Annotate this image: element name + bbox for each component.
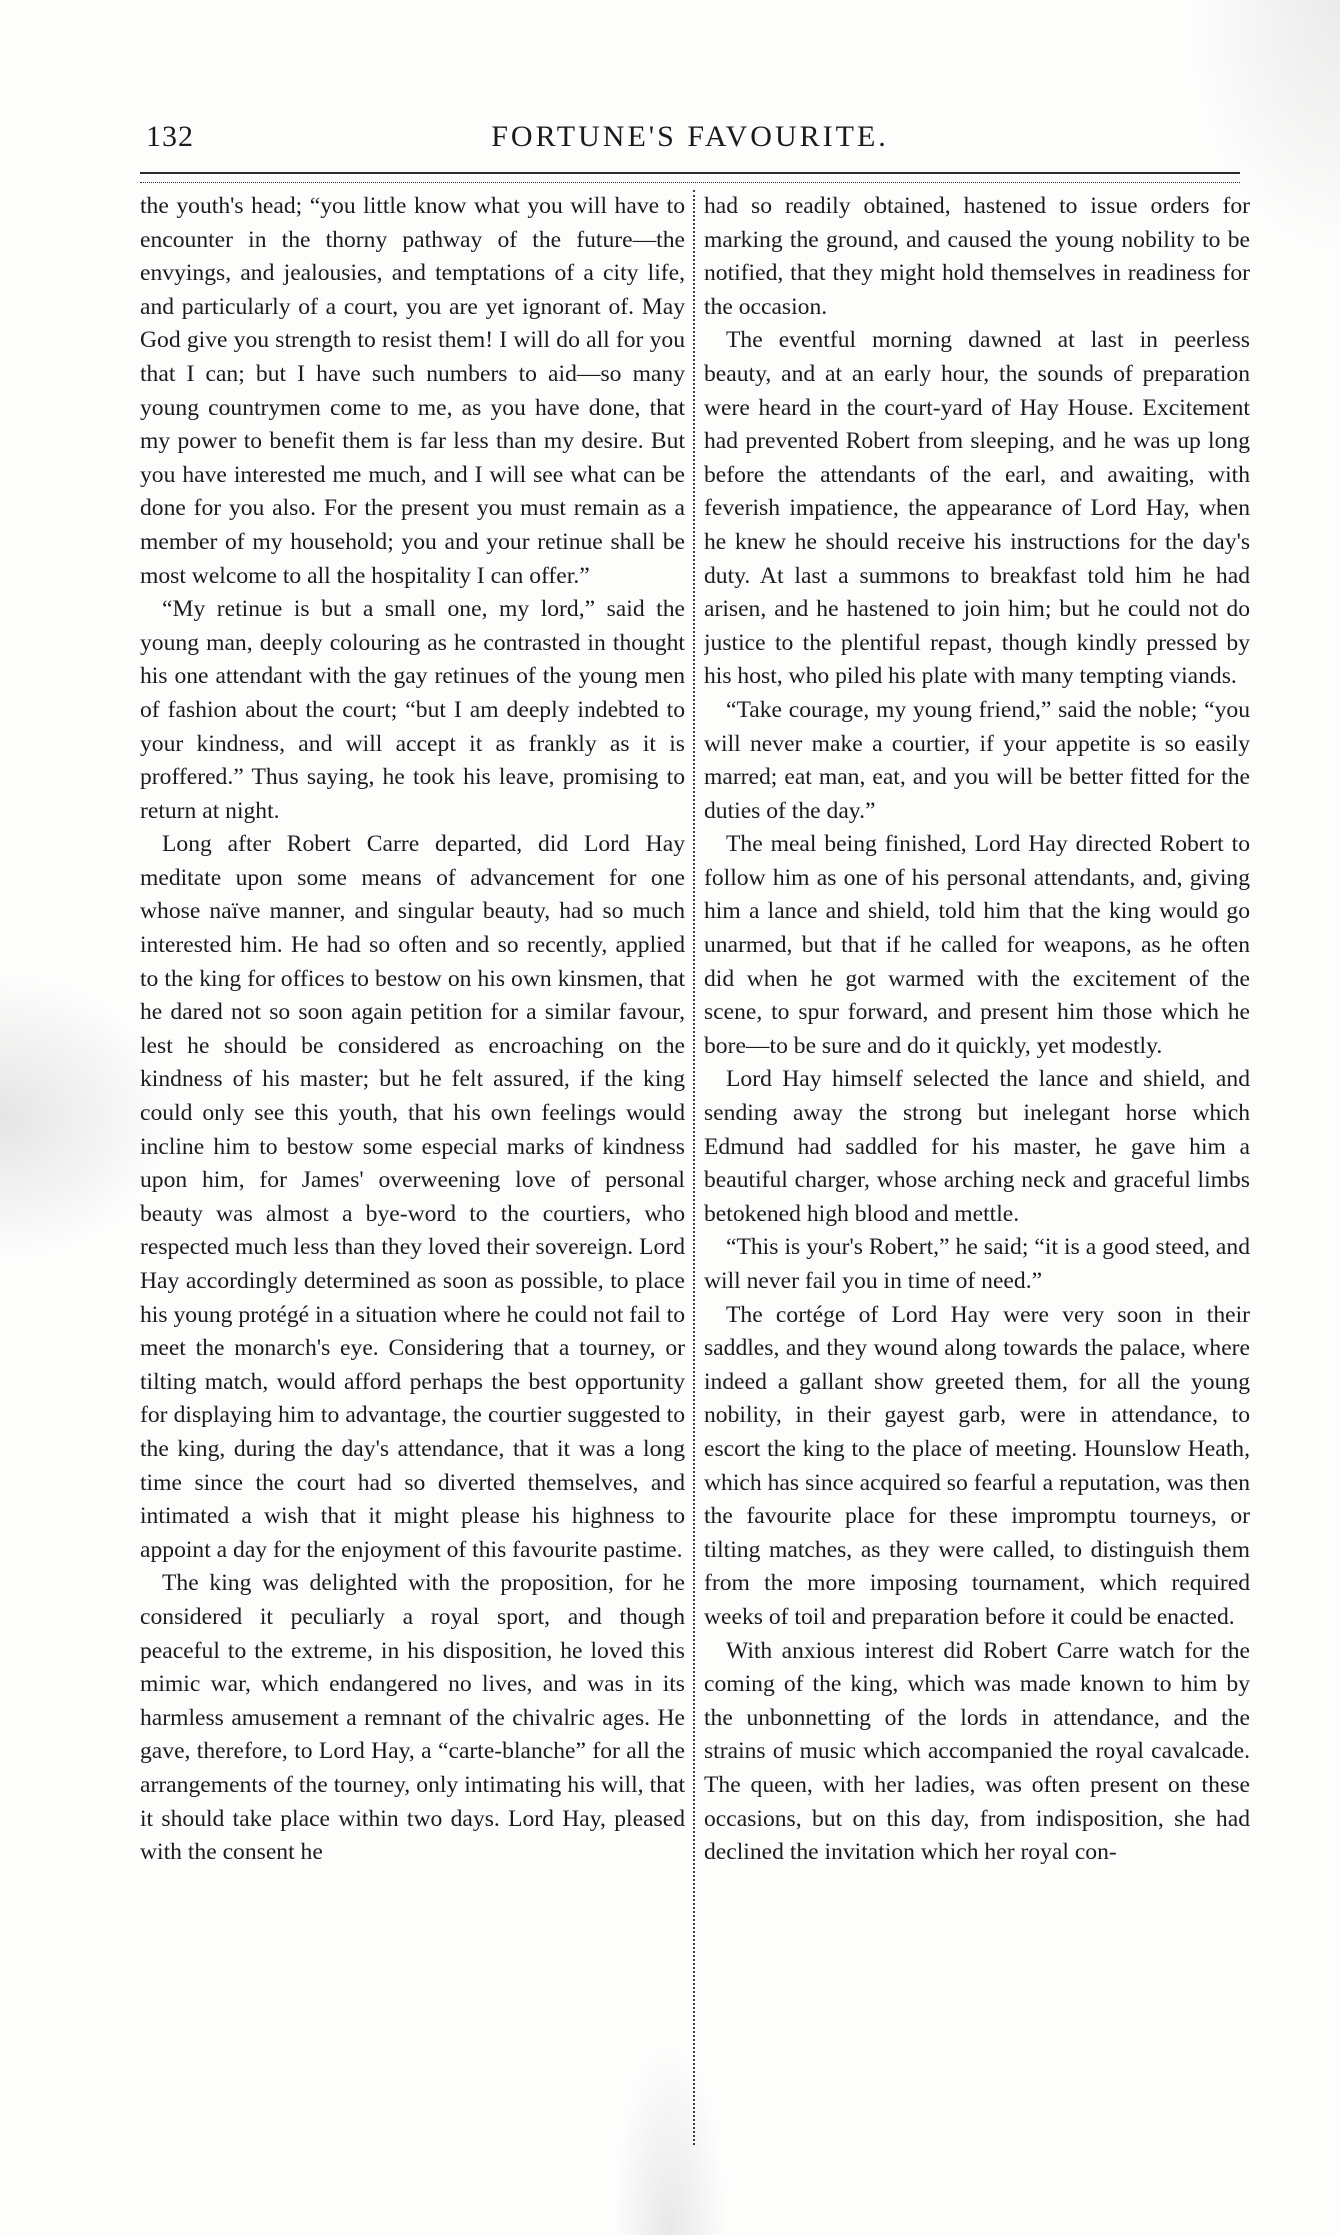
left-column <box>140 190 685 2170</box>
paragraph: The cortége of Lord Hay were very soon in their saddles, and they wound along towards the palace, where indeed a gallant show greeted them, for all the young nobility, in their gayest garb, were in attendance, to escort the king to the place of meeting. Hounslow Heath, which has since acquired so fearful a reputation, was then the favourite place for these impromptu tourneys, or tilting matches, as they were called, to distinguish them from the more imposing tournament, which required weeks of toil and preparation before it could be enacted. <box>704 1301 1250 1630</box>
page-number: 132 <box>146 120 194 153</box>
paragraph: With anxious interest did Robert Carre watch for the coming of the king, which was made known to him by the unbonnetting of the lords in attendance, and the strains of music which accompanied the royal cavalcade. The queen, with her ladies, was often present on these occasions, but on this day, from indisposition, she had declined the invitation which her royal con- <box>704 1637 1250 1866</box>
paragraph: “This is your's Robert,” he said; “it is a good steed, and will never fail you in time of need.” <box>704 1234 1250 1294</box>
paragraph: The eventful morning dawned at last in peerless beauty, and at an early hour, the sounds of preparation were heard in the court-yard of Hay House. Excitement had prevented Robert from sleeping, and he was up long before the attendants of the earl, and awaiting, with feverish impatience, the appearance of Lord Hay, when he knew he should receive his instructions for the day's duty. At last a summons to breakfast told him he had arisen, and he hastened to join him; but he could not do justice to the plentiful repast, though kindly pressed by his host, who piled his plate with many tempting viands. <box>704 327 1250 690</box>
running-title: FORTUNE'S FAVOURITE. <box>491 120 889 153</box>
column-divider <box>693 190 695 2145</box>
paragraph: The king was delighted with the proposition, for he considered it peculiarly a royal sport, and though peaceful to the extreme, in his disposition, he loved this mimic war, which endangered no lives, and was in its harmless amusement a remnant of the chivalric ages. He gave, therefore, to Lord Hay, a “carte-blanche” for all the arrangements of the tourney, only intimating his will, that it should take place within two days. Lord Hay, pleased with the consent he <box>140 1570 685 1866</box>
header-rule <box>140 172 1240 183</box>
paragraph: “My retinue is but a small one, my lord,” said the young man, deeply colouring as he contrasted in thought his one attendant with the gay retinues of the young men of fashion about the court; “but I am deeply indebted to your kindness, and will accept it as frankly as it is proffered.” Thus saying, he took his leave, promising to return at night. <box>140 596 685 824</box>
paragraph: Long after Robert Carre departed, did Lord Hay meditate upon some means of advancement for one whose naïve manner, and singular beauty, had so much interested him. He had so often and so recently, applied to the king for offices to bestow on his own kinsmen, that he dared not so soon again petition for a similar favour, lest he should be considered as encroaching on the kindness of his master; but he felt assured, if the king could only see this youth, that his own feelings would incline him to bestow some especial marks of kindness upon him, for James' overweening love of personal beauty was almost a bye-word to the courtiers, who respected much less than they loved their sovereign. Lord Hay accordingly determined as soon as possible, to place his young protégé in a situation where he could not fail to meet the monarch's eye. Considering that a tourney, or tilting match, would afford perhaps the best opportunity for displaying him to advantage, the courtier suggested to the king, during the day's attendance, that it was a long time since the court had so diverted themselves, and intimated a wish that it might please his highness to appoint a day for the enjoyment of this favourite pastime. <box>140 831 685 1563</box>
paragraph: “Take courage, my young friend,” said the noble; “you will never make a courtier, if your appetite is so easily marred; eat man, eat, and you will be better fitted for the duties of the day.” <box>704 696 1250 824</box>
paragraph: had so readily obtained, hastened to issue orders for marking the ground, and caused the young nobility to be notified, that they might hold themselves in readiness for the occasion. <box>704 193 1250 320</box>
paragraph: the youth's head; “you little know what you will have to encounter in the thorny pathway of the future—the envyings, and jealousies, and temptations of a city life, and particularly of a court, you are yet ignorant of. May God give you strength to resist them! I will do all for you that I can; but I have such numbers to aid—so many young countrymen come to me, as you have done, that my power to benefit them is far less than my desire. But you have interested me much, and I will see what can be done for you also. For the present you must remain as a member of my household; you and your retinue shall be most welcome to all the hospitality I can offer.” <box>140 193 685 589</box>
right-column <box>704 190 1250 2170</box>
paragraph: Lord Hay himself selected the lance and shield, and sending away the strong but inelegant horse which Edmund had saddled for his master, he gave him a beautiful charger, whose arching neck and graceful limbs betokened high blood and mettle. <box>704 1066 1250 1227</box>
page-header <box>140 116 1240 160</box>
paragraph: The meal being finished, Lord Hay directed Robert to follow him as one of his personal attendants, and, giving him a lance and shield, told him that the king would go unarmed, but that if he called for weapons, as he often did when he got warmed with the excitement of the scene, to spur forward, and present him those which he bore—to be sure and do it quickly, yet modestly. <box>704 831 1250 1059</box>
